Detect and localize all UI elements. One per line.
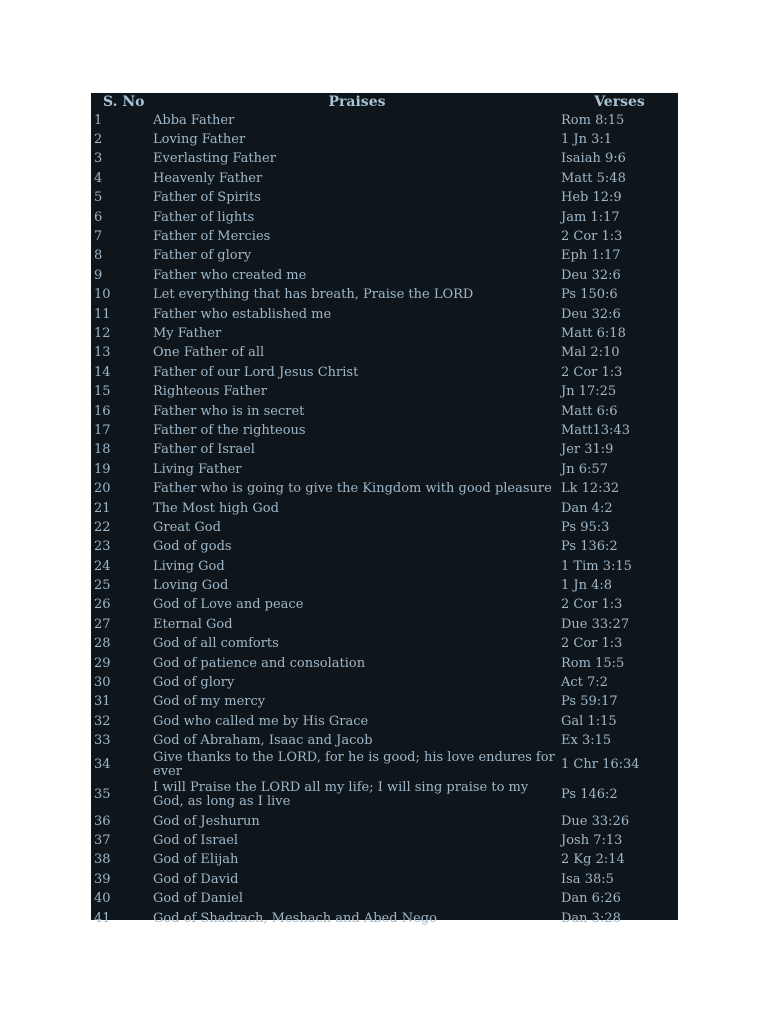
serial-number-cell: 37 xyxy=(94,832,111,848)
serial-number-cell: 2 xyxy=(94,132,103,148)
serial-number-cell: 9 xyxy=(94,267,103,283)
table-row xyxy=(91,305,678,324)
table-row xyxy=(91,693,678,712)
table-row xyxy=(91,851,678,870)
verse-cell: Ex 3:15 xyxy=(561,733,612,749)
verse-cell: Matt 6:18 xyxy=(561,325,626,341)
serial-number-cell: 39 xyxy=(94,871,111,887)
table-row xyxy=(91,111,678,130)
verse-cell: Eph 1:17 xyxy=(561,248,621,264)
verse-cell: Ps 59:17 xyxy=(561,694,618,710)
praise-cell: Father of glory xyxy=(153,248,252,264)
table-row xyxy=(91,150,678,169)
verse-cell: Matt 6:6 xyxy=(561,403,618,419)
verse-cell: 2 Cor 1:3 xyxy=(561,597,623,613)
verse-cell: Deu 32:6 xyxy=(561,267,621,283)
table-row xyxy=(91,635,678,654)
verse-cell: 2 Cor 1:3 xyxy=(561,636,623,652)
verse-cell: Isaiah 9:6 xyxy=(561,151,626,167)
table-row xyxy=(91,227,678,246)
serial-number-cell: 5 xyxy=(94,190,103,206)
serial-number-cell: 3 xyxy=(94,151,103,167)
verse-cell: 1 Jn 4:8 xyxy=(561,578,613,594)
serial-number-cell: 31 xyxy=(94,694,111,710)
verse-cell: 1 Tim 3:15 xyxy=(561,558,632,574)
serial-number-cell: 17 xyxy=(94,422,111,438)
praise-cell: Abba Father xyxy=(153,112,235,128)
verse-cell: Jam 1:17 xyxy=(561,209,620,225)
header-praises: Praises xyxy=(328,94,386,110)
verse-cell: Gal 1:15 xyxy=(561,713,617,729)
table-row xyxy=(91,479,678,498)
verse-cell: Mal 2:10 xyxy=(561,345,620,361)
table-row xyxy=(91,596,678,615)
praise-cell: Father who established me xyxy=(153,306,332,322)
table-row xyxy=(91,247,678,266)
table-row xyxy=(91,499,678,518)
serial-number-cell: 28 xyxy=(94,636,111,652)
serial-number-cell: 1 xyxy=(94,112,103,128)
praise-cell: Great God xyxy=(153,519,221,535)
serial-number-cell: 32 xyxy=(94,713,111,729)
serial-number-cell: 19 xyxy=(94,461,111,477)
serial-number-cell: 33 xyxy=(94,733,111,749)
table-row xyxy=(91,812,678,831)
table-row xyxy=(91,673,678,692)
verse-cell: Act 7:2 xyxy=(561,675,608,691)
praise-cell: Father of our Lord Jesus Christ xyxy=(153,364,359,380)
serial-number-cell: 18 xyxy=(94,442,111,458)
table-row xyxy=(91,266,678,285)
praise-cell: God of Shadrach, Meshach and Abed Nego xyxy=(153,910,437,926)
table-row xyxy=(91,654,678,673)
serial-number-cell: 10 xyxy=(94,287,111,303)
praise-cell: One Father of all xyxy=(153,345,265,361)
verse-cell: 2 Cor 1:3 xyxy=(561,364,623,380)
praise-cell: Father of lights xyxy=(153,209,255,225)
header-serial-number: S. No xyxy=(103,94,145,110)
table-row xyxy=(91,421,678,440)
table-row xyxy=(91,557,678,576)
table-row xyxy=(91,751,678,779)
verse-cell: Deu 32:6 xyxy=(561,306,621,322)
serial-number-cell: 14 xyxy=(94,364,111,380)
praise-cell: God of my mercy xyxy=(153,694,266,710)
praise-cell: Father of Israel xyxy=(153,442,255,458)
praise-cell: God of Daniel xyxy=(153,891,243,907)
praise-cell: Living Father xyxy=(153,461,242,477)
serial-number-cell: 22 xyxy=(94,519,111,535)
praises-table xyxy=(91,93,678,928)
table-row xyxy=(91,889,678,908)
serial-number-cell: 15 xyxy=(94,384,111,400)
serial-number-cell: 7 xyxy=(94,229,103,245)
serial-number-cell: 40 xyxy=(94,891,111,907)
table-row xyxy=(91,441,678,460)
verse-cell: Ps 150:6 xyxy=(561,287,618,303)
table-row xyxy=(91,382,678,401)
table-row xyxy=(91,169,678,188)
table-row xyxy=(91,189,678,208)
praise-cell: Father who is going to give the Kingdom with good pleasure xyxy=(153,481,552,497)
serial-number-cell: 13 xyxy=(94,345,111,361)
verse-cell: Jn 6:57 xyxy=(561,461,608,477)
verse-cell: Josh 7:13 xyxy=(561,832,623,848)
table-row xyxy=(91,286,678,305)
table-row xyxy=(91,779,678,812)
serial-number-cell: 11 xyxy=(94,306,111,322)
serial-number-cell: 20 xyxy=(94,481,111,497)
table-header-row xyxy=(91,93,678,111)
verse-cell: Dan 6:26 xyxy=(561,891,621,907)
serial-number-cell: 25 xyxy=(94,578,111,594)
serial-number-cell: 21 xyxy=(94,500,111,516)
verse-cell: Due 33:26 xyxy=(561,813,630,829)
table-row xyxy=(91,130,678,149)
praise-cell: God of Jeshurun xyxy=(153,813,260,829)
praises-table-sheet xyxy=(91,93,678,926)
verse-cell: 2 Cor 1:3 xyxy=(561,229,623,245)
table-row xyxy=(91,712,678,731)
serial-number-cell: 27 xyxy=(94,616,111,632)
table-row xyxy=(91,208,678,227)
verse-cell: Heb 12:9 xyxy=(561,190,622,206)
serial-number-cell: 16 xyxy=(94,403,111,419)
verse-cell: Dan 3:28 xyxy=(561,910,621,926)
verse-cell: Matt13:43 xyxy=(561,422,630,438)
table-row xyxy=(91,870,678,889)
praise-cell: Give thanks to the LORD, for he is good; his love endures for ever xyxy=(153,749,555,779)
table-row xyxy=(91,615,678,634)
serial-number-cell: 38 xyxy=(94,852,111,868)
praise-cell: Father who is in secret xyxy=(153,403,305,419)
table-row xyxy=(91,402,678,421)
serial-number-cell: 8 xyxy=(94,248,103,264)
praise-cell: God of glory xyxy=(153,675,235,691)
serial-number-cell: 26 xyxy=(94,597,111,613)
verse-cell: Rom 8:15 xyxy=(561,112,625,128)
verse-cell: Due 33:27 xyxy=(561,616,630,632)
verse-cell: Dan 4:2 xyxy=(561,500,613,516)
table-row xyxy=(91,460,678,479)
serial-number-cell: 12 xyxy=(94,325,111,341)
serial-number-cell: 35 xyxy=(94,787,111,803)
praise-cell: God of patience and consolation xyxy=(153,655,366,671)
praise-cell: Loving Father xyxy=(153,132,246,148)
verse-cell: Ps 146:2 xyxy=(561,787,618,803)
praise-cell: Father of Spirits xyxy=(153,190,261,206)
verse-cell: Jer 31:9 xyxy=(561,442,614,458)
serial-number-cell: 36 xyxy=(94,813,111,829)
praise-cell: Father of the righteous xyxy=(153,422,306,438)
praise-cell: Loving God xyxy=(153,578,229,594)
praise-cell: Father who created me xyxy=(153,267,307,283)
praise-cell: Father of Mercies xyxy=(153,229,271,245)
verse-cell: Jn 17:25 xyxy=(561,384,617,400)
praise-cell: Eternal God xyxy=(153,616,233,632)
praise-cell: My Father xyxy=(153,325,222,341)
praise-cell: Living God xyxy=(153,558,225,574)
table-row xyxy=(91,324,678,343)
serial-number-cell: 30 xyxy=(94,675,111,691)
table-row xyxy=(91,518,678,537)
table-row xyxy=(91,363,678,382)
praise-cell: God of David xyxy=(153,871,239,887)
serial-number-cell: 34 xyxy=(94,756,111,772)
praise-cell: Heavenly Father xyxy=(153,170,263,186)
verse-cell: 1 Chr 16:34 xyxy=(561,756,640,772)
praise-cell: Righteous Father xyxy=(153,384,267,400)
praise-cell: God who called me by His Grace xyxy=(153,713,369,729)
verse-cell: 1 Jn 3:1 xyxy=(561,132,613,148)
table-row xyxy=(91,831,678,850)
serial-number-cell: 4 xyxy=(94,170,103,186)
praise-cell: God of Abraham, Isaac and Jacob xyxy=(153,733,373,749)
praise-cell: Everlasting Father xyxy=(153,151,276,167)
verse-cell: Ps 95:3 xyxy=(561,519,610,535)
serial-number-cell: 24 xyxy=(94,558,111,574)
header-verses: Verses xyxy=(594,94,645,110)
table-row xyxy=(91,732,678,751)
praise-cell: God of gods xyxy=(153,539,232,555)
serial-number-cell: 41 xyxy=(94,910,111,926)
table-row xyxy=(91,538,678,557)
verse-cell: Ps 136:2 xyxy=(561,539,618,555)
praise-cell: God of Love and peace xyxy=(153,597,304,613)
verse-cell: 2 Kg 2:14 xyxy=(561,852,625,868)
table-row xyxy=(91,344,678,363)
praise-cell: God of all comforts xyxy=(153,636,279,652)
table-row xyxy=(91,909,678,928)
serial-number-cell: 23 xyxy=(94,539,111,555)
verse-cell: Isa 38:5 xyxy=(561,871,614,887)
table-row xyxy=(91,576,678,595)
praise-cell: The Most high God xyxy=(153,500,279,516)
praise-cell: Let everything that has breath, Praise the LORD xyxy=(153,287,474,303)
praise-cell: God of Elijah xyxy=(153,852,239,868)
serial-number-cell: 6 xyxy=(94,209,103,225)
verse-cell: Lk 12:32 xyxy=(561,481,620,497)
verse-cell: Matt 5:48 xyxy=(561,170,626,186)
praise-cell: God of Israel xyxy=(153,832,239,848)
verse-cell: Rom 15:5 xyxy=(561,655,625,671)
praise-cell: I will Praise the LORD all my life; I will sing praise to my God, as long as I live xyxy=(153,780,529,810)
serial-number-cell: 29 xyxy=(94,655,111,671)
